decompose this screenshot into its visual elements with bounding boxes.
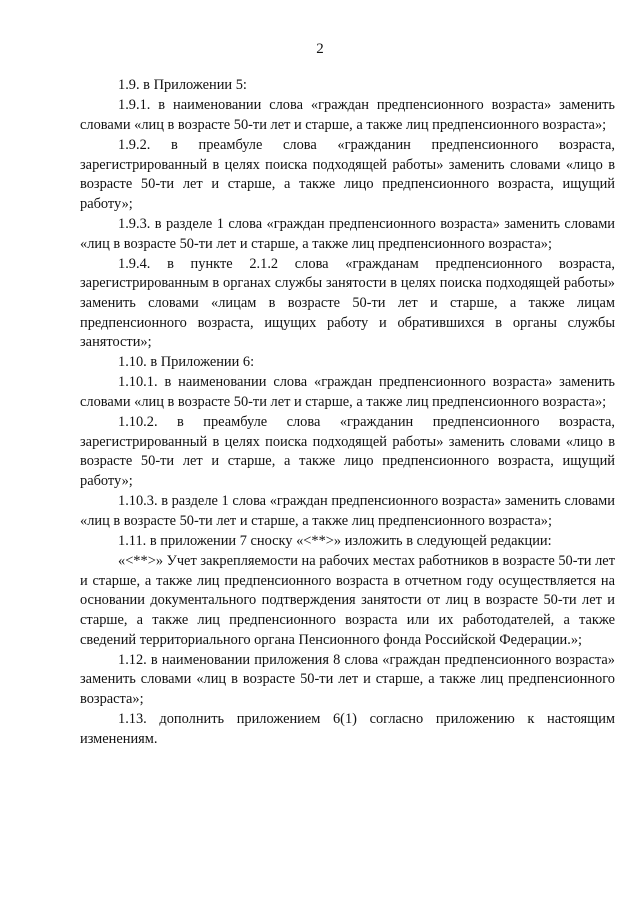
paragraph-1-11: 1.11. в приложении 7 сноску «<**>» изложить в следующей редакции: [118,533,552,549]
paragraph-1-13: 1.13. дополнить приложением 6(1) согласно приложению к настоящим изменениям. [80,711,615,747]
paragraph-1-9-1: 1.9.1. в наименовании слова «граждан предпенсионного возраста» заменить словами «лиц в возрасте 50-ти лет и старше, а также лиц предпенсионного возраста»; [80,97,615,133]
document-body [80,76,615,750]
paragraph-1-10-2: 1.10.2. в преамбуле слова «гражданин предпенсионного возраста, зарегистрированный в целях поиска подходящей работы» заменить словами «лицо в возрасте 50-ти лет и старше, а также лицо предпенсионного возраста, ищущий работу»; [80,414,615,490]
page-number: 2 [316,41,324,57]
paragraph-1-9-4: 1.9.4. в пункте 2.1.2 слова «гражданам предпенсионного возраста, зарегистрированным в органах службы занятости в целях поиска подходящей работы» заменить словами «лицам в возрасте 50-ти лет и старше, а также лицам предпенсионного возраста, ищущих работу и обратившихся в органы службы занятости»; [80,255,615,351]
paragraph-1-10-3: 1.10.3. в разделе 1 слова «граждан предпенсионного возраста» заменить словами «лиц в возрасте 50-ти лет и старше, а также лиц предпенсионного возраста»; [80,493,615,529]
paragraph-1-9-3: 1.9.3. в разделе 1 слова «граждан предпенсионного возраста» заменить словами «лиц в возрасте 50-ти лет и старше, а также лиц предпенсионного возраста»; [80,215,615,252]
paragraph-1-10-1: 1.10.1. в наименовании слова «граждан предпенсионного возраста» заменить словами «лиц в возрасте 50-ти лет и старше, а также лиц предпенсионного возраста»; [80,374,615,411]
paragraph-1-9-2: 1.9.2. в преамбуле слова «гражданин предпенсионного возраста, зарегистрированный в целях поиска подходящей работы» заменить словами «лицо в возрасте 50-ти лет и старше, а также лицо предпенсионного возраста, ищущий работу»; [80,136,615,212]
paragraph-1-11-footnote: «<**>» Учет закрепляемости на рабочих местах работников в возрасте 50-ти лет и старше, а также лиц предпенсионного возраста в отчетном году осуществляется на основании документального подтверждения занятости от лиц в возрасте 50-ти лет и старше, а также лиц предпенсионного возраста или их работодателей, а также сведений территориального органа Пенсионного фонда Российской Федерации.»; [80,553,615,648]
paragraph-1-12: 1.12. в наименовании приложения 8 слова «граждан предпенсионного возраста» заменить словами «лиц в возрасте 50-ти лет и старше, а также лиц предпенсионного возраста»; [80,651,615,707]
paragraph-1-10: 1.10. в Приложении 6: [118,354,255,371]
paragraph-1-9: 1.9. в Приложении 5: [118,77,247,93]
